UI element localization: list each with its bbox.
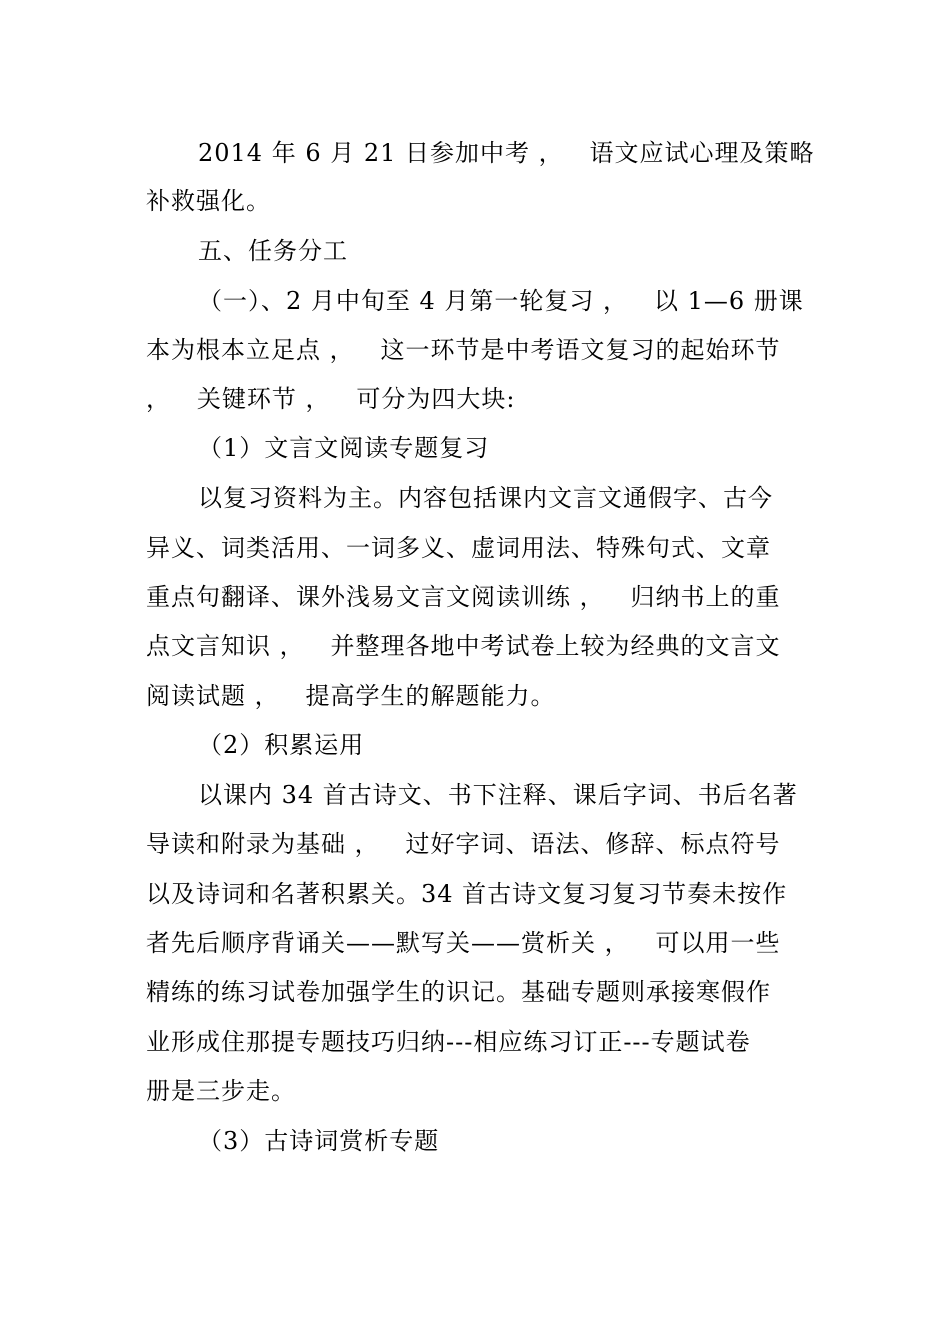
text-line: 者先后顺序背诵关——默写关——赏析关 ， 可以用一些 [146,929,781,957]
section-heading: 五、任务分工 [198,237,348,265]
text-line: 本为根本立足点 ， 这一环节是中考语文复习的起始环节 [146,336,781,364]
text-line: 以复习资料为主。内容包括课内文言文通假字、古今 [198,484,773,512]
text-line: 业形成住那提专题技巧归纳---相应练习订正---专题试卷 [146,1028,751,1056]
text-line: （一）、2 月中旬至 4 月第一轮复习 ， 以 1—6 册课 [198,287,804,315]
subsection-heading: （2）积累运用 [198,731,365,759]
subsection-heading: （3）古诗词赏析专题 [198,1127,440,1155]
text-line: 异义、词类活用、一词多义、虚词用法、特殊句式、文章 [146,534,771,562]
text-line: 2014 年 6 月 21 日参加中考 ， 语文应试心理及策略 [198,139,815,167]
text-line: ， 关键环节 ， 可分为四大块: [146,385,516,413]
text-line: 重点句翻译、课外浅易文言文阅读训练 ， 归纳书上的重 [146,583,781,611]
text-line: 精练的练习试卷加强学生的识记。基础专题则承接寒假作 [146,978,771,1006]
text-line: 册是三步走。 [146,1077,296,1105]
text-line: 阅读试题 ， 提高学生的解题能力。 [146,682,556,710]
text-line: 点文言知识 ， 并整理各地中考试卷上较为经典的文言文 [146,632,781,660]
text-line: 以及诗词和名著积累关。34 首古诗文复习复习节奏未按作 [146,880,788,908]
text-line: 补救强化。 [146,187,271,215]
text-line: 导读和附录为基础 ， 过好字词、语法、修辞、标点符号 [146,830,781,858]
text-line: 以课内 34 首古诗文、书下注释、课后字词、书后名著 [198,781,798,809]
subsection-heading: （1）文言文阅读专题复习 [198,434,490,462]
